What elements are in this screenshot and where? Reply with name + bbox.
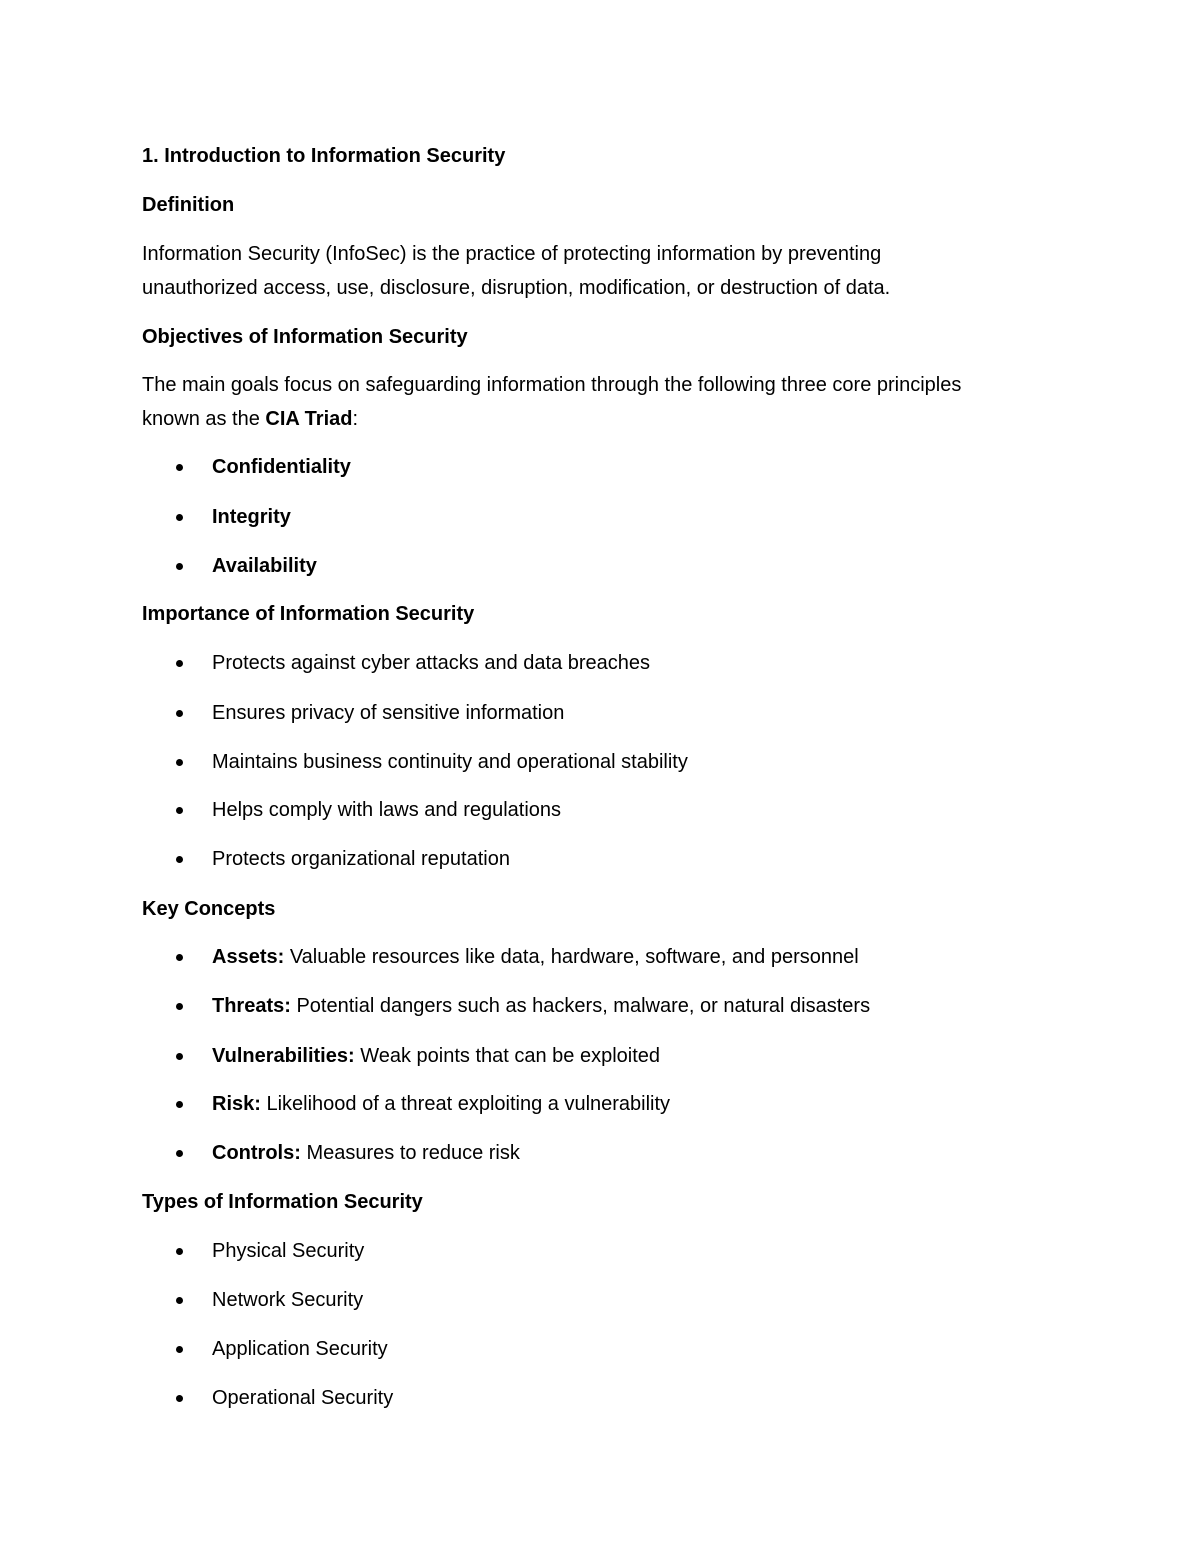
document-page bbox=[142, 0, 1072, 1553]
concept-desc: Weak points that can be exploited bbox=[354, 1045, 661, 1067]
concept-term: Vulnerabilities: bbox=[212, 1045, 355, 1067]
document-title: 1. Introduction to Information Security bbox=[142, 145, 506, 167]
security-type-item: Physical Security bbox=[212, 1240, 365, 1262]
importance-heading: Importance of Information Security bbox=[142, 603, 475, 625]
definition-line-1: Information Security (InfoSec) is the practice of protecting information by preventing bbox=[142, 243, 882, 265]
definition-heading: Definition bbox=[142, 194, 235, 216]
bullet-icon bbox=[176, 954, 183, 961]
key-concept-item bbox=[212, 1044, 660, 1068]
concept-term: Controls: bbox=[212, 1142, 301, 1164]
key-concept-item bbox=[212, 1141, 520, 1165]
concept-term: Assets: bbox=[212, 946, 285, 968]
key-concept-item bbox=[212, 994, 870, 1018]
concept-desc: Potential dangers such as hackers, malware, or natural disasters bbox=[290, 995, 871, 1017]
objectives-heading: Objectives of Information Security bbox=[142, 326, 468, 348]
bullet-icon bbox=[176, 1395, 183, 1402]
bullet-icon bbox=[176, 1346, 183, 1353]
objectives-line-2 bbox=[142, 407, 358, 431]
definition-line-2: unauthorized access, use, disclosure, disruption, modification, or destruction of data. bbox=[142, 277, 891, 299]
bullet-icon bbox=[176, 1297, 183, 1304]
bullet-icon bbox=[176, 856, 183, 863]
bullet-icon bbox=[176, 464, 183, 471]
importance-item: Protects organizational reputation bbox=[212, 848, 510, 870]
key-concepts-heading: Key Concepts bbox=[142, 898, 276, 920]
bullet-icon bbox=[176, 1053, 183, 1060]
bullet-icon bbox=[176, 1003, 183, 1010]
security-type-item: Network Security bbox=[212, 1289, 364, 1311]
bullet-icon bbox=[176, 807, 183, 814]
bullet-icon bbox=[176, 759, 183, 766]
importance-item: Protects against cyber attacks and data breaches bbox=[212, 652, 651, 674]
concept-desc: Likelihood of a threat exploiting a vulnerability bbox=[260, 1093, 671, 1115]
types-heading: Types of Information Security bbox=[142, 1191, 423, 1213]
bullet-icon bbox=[176, 710, 183, 717]
security-type-item: Operational Security bbox=[212, 1387, 394, 1409]
objective-item: Integrity bbox=[212, 506, 291, 528]
importance-item: Maintains business continuity and operational stability bbox=[212, 751, 688, 773]
bullet-icon bbox=[176, 563, 183, 570]
bullet-icon bbox=[176, 514, 183, 521]
key-concept-item bbox=[212, 1092, 670, 1116]
security-type-item: Application Security bbox=[212, 1338, 388, 1360]
concept-desc: Valuable resources like data, hardware, software, and personnel bbox=[284, 946, 859, 968]
importance-item: Helps comply with laws and regulations bbox=[212, 799, 562, 821]
concept-desc: Measures to reduce risk bbox=[300, 1142, 520, 1164]
concept-term: Risk: bbox=[212, 1093, 261, 1115]
objectives-line-2-suffix: : bbox=[352, 408, 359, 430]
objectives-line-2-prefix: known as the bbox=[142, 408, 266, 430]
bullet-icon bbox=[176, 1248, 183, 1255]
concept-term: Threats: bbox=[212, 995, 291, 1017]
cia-triad-label: CIA Triad bbox=[265, 408, 353, 430]
objective-item: Availability bbox=[212, 555, 317, 577]
bullet-icon bbox=[176, 660, 183, 667]
objectives-line-1: The main goals focus on safeguarding information through the following three core principles bbox=[142, 374, 962, 396]
key-concept-item bbox=[212, 945, 859, 969]
bullet-icon bbox=[176, 1150, 183, 1157]
importance-item: Ensures privacy of sensitive information bbox=[212, 702, 565, 724]
bullet-icon bbox=[176, 1101, 183, 1108]
objective-item: Confidentiality bbox=[212, 456, 351, 478]
